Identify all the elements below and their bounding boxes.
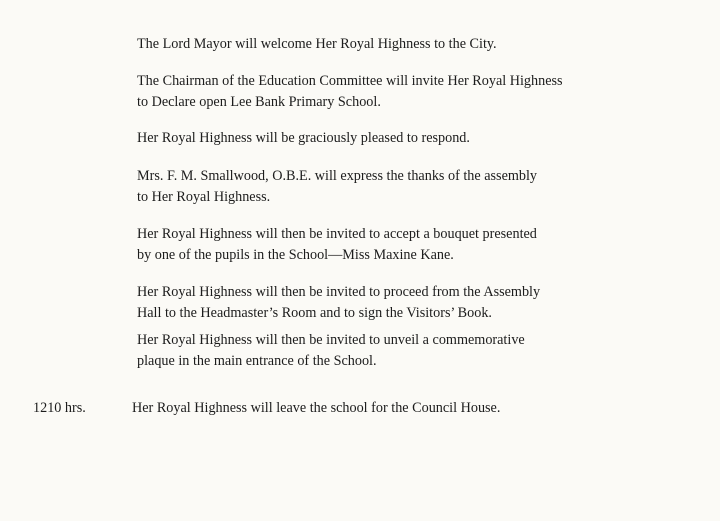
paragraph-line: The Chairman of the Education Committee will invite Her Royal Highness bbox=[137, 73, 563, 89]
paragraph-lord-mayor-welcome bbox=[137, 34, 577, 55]
paragraph-line: Her Royal Highness will be graciously pleased to respond. bbox=[137, 130, 470, 146]
paragraph-line: to Declare open Lee Bank Primary School. bbox=[137, 94, 381, 110]
departure-time: 1210 hrs. bbox=[33, 400, 86, 416]
paragraph-line: Hall to the Headmaster’s Room and to sign the Visitors’ Book. bbox=[137, 305, 492, 321]
paragraph-visitors-book bbox=[137, 282, 577, 324]
paragraph-thanks bbox=[137, 166, 577, 208]
paragraph-plaque bbox=[137, 330, 577, 372]
paragraph-declare-open bbox=[137, 71, 577, 113]
paragraph-respond bbox=[137, 128, 577, 149]
departure-text: Her Royal Highness will leave the school for the Council House. bbox=[132, 400, 501, 416]
paragraph-bouquet bbox=[137, 224, 577, 266]
paragraph-line: Mrs. F. M. Smallwood, O.B.E. will express the thanks of the assembly bbox=[137, 168, 538, 184]
paragraph-line: plaque in the main entrance of the School. bbox=[137, 353, 377, 369]
paragraph-line: The Lord Mayor will welcome Her Royal Highness to the City. bbox=[137, 36, 497, 52]
paragraph-line: Her Royal Highness will then be invited to unveil a commemorative bbox=[137, 332, 525, 348]
paragraph-line: Her Royal Highness will then be invited to proceed from the Assembly bbox=[137, 284, 541, 300]
paragraph-line: Her Royal Highness will then be invited to accept a bouquet presented bbox=[137, 226, 537, 242]
paragraph-line: by one of the pupils in the School—Miss Maxine Kane. bbox=[137, 247, 454, 263]
paragraph-line: to Her Royal Highness. bbox=[137, 189, 271, 205]
